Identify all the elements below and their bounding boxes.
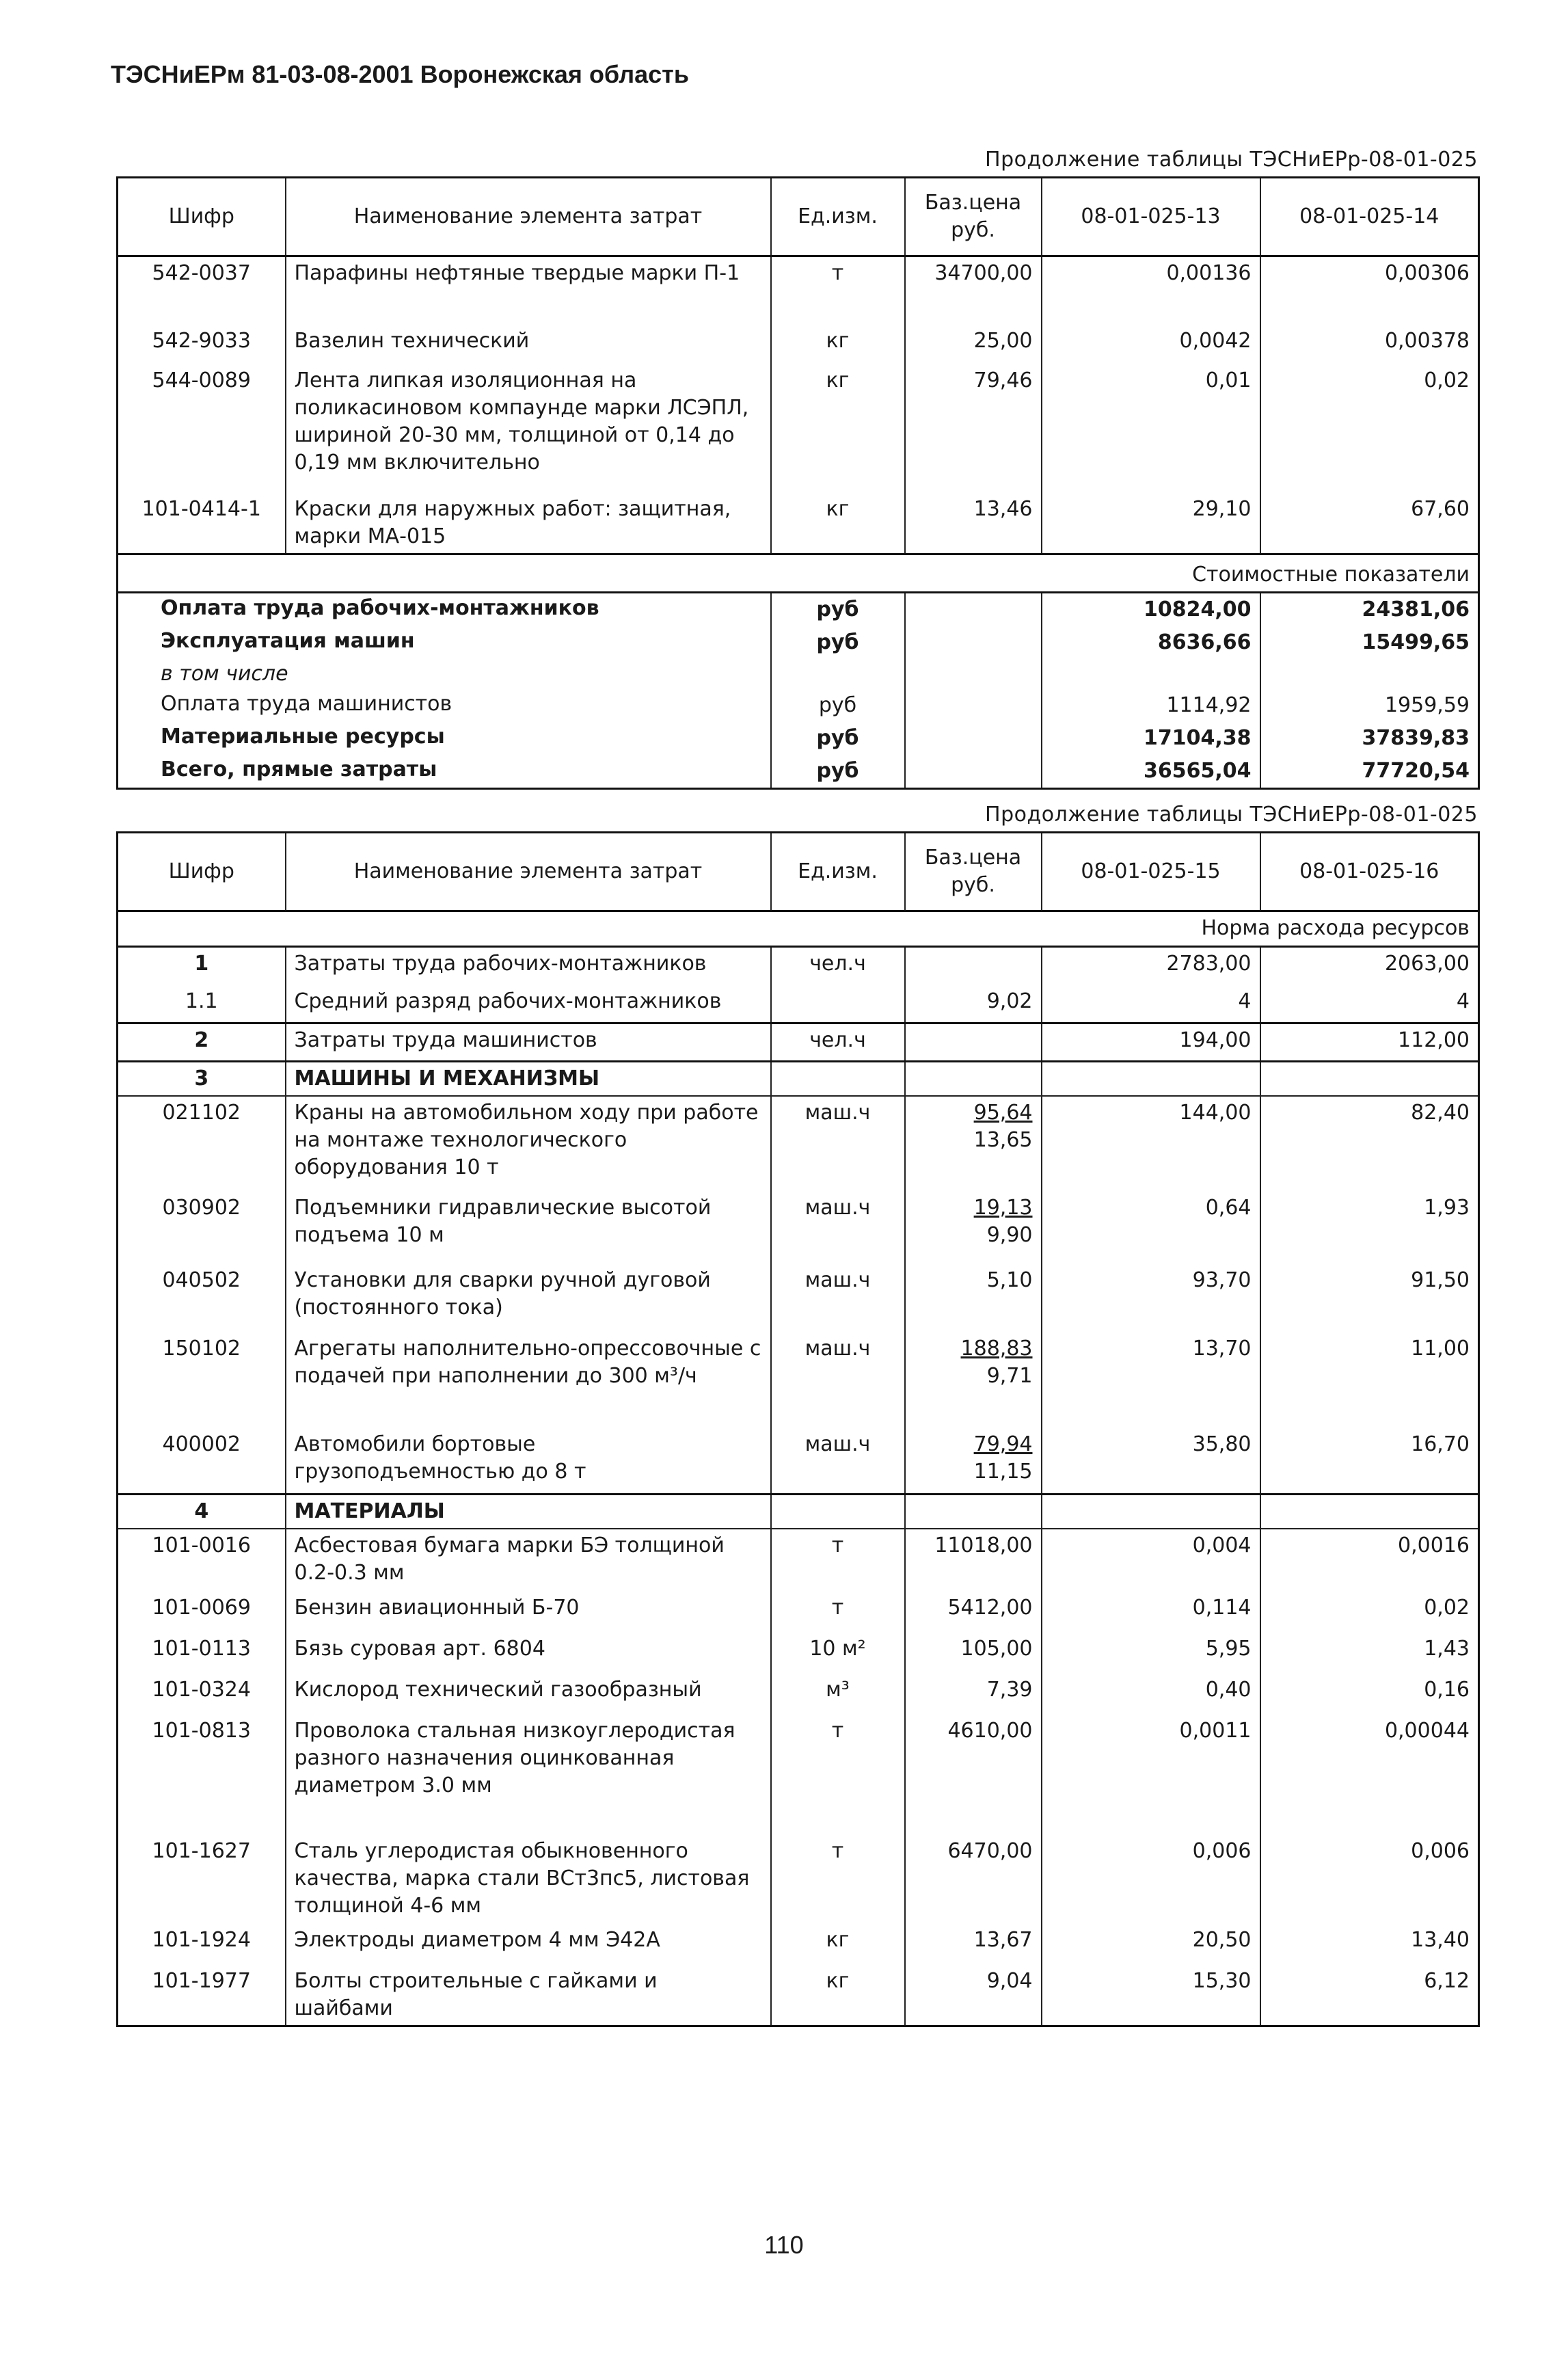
resource-table-1	[116, 176, 1480, 790]
machine-price	[905, 1428, 1042, 1494]
machine-row	[118, 1096, 1479, 1192]
table2-caption: Продолжение таблицы ТЭСНиЕРр-08-01-025	[985, 803, 1478, 827]
cost-indicators-label: Стоимостные показатели	[118, 554, 1479, 593]
labor-price	[905, 1023, 1042, 1062]
labor-value-16: 4	[1260, 985, 1479, 1023]
material-row	[118, 1529, 1479, 1592]
material-value-15: 0,006	[1042, 1835, 1260, 1924]
material-value-16: 0,02	[1260, 1592, 1479, 1633]
machine-price-total: 79,94	[973, 1432, 1033, 1456]
labor-unit: чел.ч	[771, 947, 905, 985]
cost-value-14: 37839,83	[1260, 722, 1479, 755]
cost-value-13: 36565,04	[1042, 755, 1260, 789]
material-value-15: 0,40	[1042, 1674, 1260, 1715]
cost-indicators-header	[118, 554, 1479, 593]
table2-header-row	[118, 833, 1479, 911]
row-unit: кг	[771, 493, 905, 554]
row-price: 25,00	[905, 325, 1042, 364]
material-price: 11018,00	[905, 1529, 1042, 1592]
material-unit: м³	[771, 1674, 905, 1715]
machine-unit: маш.ч	[771, 1192, 905, 1264]
labor-unit	[771, 985, 905, 1023]
cost-unit: руб	[771, 755, 905, 789]
machine-value-15: 144,00	[1042, 1096, 1260, 1192]
material-value-16: 1,43	[1260, 1633, 1479, 1674]
col-header-name: Наименование элемента затрат	[286, 178, 771, 256]
cost-row	[118, 755, 1479, 789]
material-row	[118, 1592, 1479, 1633]
machine-price	[905, 1192, 1042, 1264]
labor-name: Средний разряд рабочих-монтажников	[286, 985, 771, 1023]
machine-price-wage: 11,15	[973, 1460, 1033, 1484]
material-value-15: 0,114	[1042, 1592, 1260, 1633]
material-unit: т	[771, 1529, 905, 1592]
col-header-code: Шифр	[118, 178, 286, 256]
material-price: 7,39	[905, 1674, 1042, 1715]
cost-row	[118, 626, 1479, 659]
col-header-15: 08-01-025-15	[1042, 833, 1260, 911]
table-row	[118, 364, 1479, 493]
row-unit: кг	[771, 364, 905, 493]
row-value-13: 0,00136	[1042, 256, 1260, 325]
cost-value-14: 15499,65	[1260, 626, 1479, 659]
machine-name: Установки для сварки ручной дуговой (постоянного тока)	[286, 1264, 771, 1332]
cost-value-14: 1959,59	[1260, 689, 1479, 722]
machine-name: Краны на автомобильном ходу при работе на монтаже технологического оборудования 10 т	[286, 1096, 771, 1192]
labor-code: 2	[118, 1023, 286, 1062]
cost-value-14: 24381,06	[1260, 593, 1479, 627]
cost-value-14: 77720,54	[1260, 755, 1479, 789]
material-code: 101-1924	[152, 1927, 251, 1952]
material-code: 101-1977	[152, 1968, 251, 1993]
material-unit: 10 м²	[771, 1633, 905, 1674]
labor-value-16: 2063,00	[1260, 947, 1479, 985]
row-unit: кг	[771, 325, 905, 364]
machine-value-15: 93,70	[1042, 1264, 1260, 1332]
machine-price-wage: 9,90	[986, 1223, 1033, 1247]
labor-price: 9,02	[905, 985, 1042, 1023]
row-unit: т	[771, 256, 905, 325]
material-code: 101-0813	[152, 1718, 251, 1743]
cost-price-empty	[905, 659, 1042, 689]
material-value-16: 0,16	[1260, 1674, 1479, 1715]
col-header-name: Наименование элемента затрат	[286, 833, 771, 911]
material-name: Болты строительные с гайками и шайбами	[286, 1965, 771, 2026]
col-header-price: Баз.цена руб.	[905, 178, 1042, 256]
machine-price-wage: 13,65	[973, 1128, 1033, 1152]
machine-value-16: 11,00	[1260, 1332, 1479, 1428]
labor-code: 1.1	[185, 989, 218, 1013]
cost-row	[118, 659, 1479, 689]
material-unit: кг	[771, 1965, 905, 2026]
material-value-15: 15,30	[1042, 1965, 1260, 2026]
material-code: 101-0016	[152, 1533, 251, 1557]
resource-table-2	[116, 831, 1480, 2027]
table-row	[118, 325, 1479, 364]
cost-price-empty	[905, 755, 1042, 789]
material-value-16: 0,006	[1260, 1835, 1479, 1924]
document-title: ТЭСНиЕРм 81-03-08-2001 Воронежская область	[111, 60, 689, 88]
machine-row	[118, 1428, 1479, 1494]
col-header-13: 08-01-025-13	[1042, 178, 1260, 256]
material-name: Сталь углеродистая обыкновенного качества, марка стали ВСт3пс5, листовая толщиной 4-6 мм	[286, 1835, 771, 1924]
table-row	[118, 256, 1479, 325]
cost-name: в том числе	[161, 662, 288, 686]
machine-code: 030902	[162, 1196, 241, 1220]
labor-name: Затраты труда машинистов	[286, 1023, 771, 1062]
row-name: Краски для наружных работ: защитная, марки МА-015	[286, 493, 771, 554]
labor-row	[118, 1023, 1479, 1062]
table-row	[118, 493, 1479, 554]
norm-header-label: Норма расхода ресурсов	[118, 911, 1479, 947]
machine-name: Агрегаты наполнительно-опрессовочные с подачей при наполнении до 300 м³/ч	[286, 1332, 771, 1428]
machine-unit: маш.ч	[771, 1096, 905, 1192]
labor-value-15: 194,00	[1042, 1023, 1260, 1062]
machine-code: 021102	[162, 1101, 241, 1125]
row-price: 79,46	[905, 364, 1042, 493]
material-row	[118, 1633, 1479, 1674]
machine-unit: маш.ч	[771, 1428, 905, 1494]
material-value-16: 0,0016	[1260, 1529, 1479, 1592]
cost-name: Материальные ресурсы	[161, 725, 445, 749]
machine-price	[905, 1096, 1042, 1192]
row-code: 542-0037	[152, 261, 251, 285]
cost-row	[118, 689, 1479, 722]
labor-name: Затраты труда рабочих-монтажников	[286, 947, 771, 985]
cost-unit: руб	[771, 626, 905, 659]
material-code: 101-0069	[152, 1595, 251, 1620]
cost-row	[118, 722, 1479, 755]
material-price: 13,67	[905, 1924, 1042, 1965]
cost-value-13	[1042, 659, 1260, 689]
material-row	[118, 1924, 1479, 1965]
row-name: Парафины нефтяные твердые марки П-1	[286, 256, 771, 325]
material-price: 9,04	[905, 1965, 1042, 2026]
machine-code: 040502	[162, 1268, 241, 1292]
labor-row	[118, 985, 1479, 1023]
machine-code: 150102	[162, 1337, 241, 1361]
materials-section-title: МАТЕРИАЛЫ	[286, 1494, 771, 1529]
cost-value-13: 1114,92	[1042, 689, 1260, 722]
row-value-13: 0,01	[1042, 364, 1260, 493]
material-name: Бязь суровая арт. 6804	[286, 1633, 771, 1674]
labor-value-15: 2783,00	[1042, 947, 1260, 985]
material-code: 101-0324	[152, 1677, 251, 1702]
col-header-14: 08-01-025-14	[1260, 178, 1479, 256]
labor-row	[118, 947, 1479, 985]
cost-value-13: 17104,38	[1042, 722, 1260, 755]
materials-section-b-empty	[1260, 1494, 1479, 1529]
materials-section-unit-empty	[771, 1494, 905, 1529]
material-row	[118, 1965, 1479, 2026]
machine-price	[905, 1332, 1042, 1428]
machine-price-total: 19,13	[973, 1196, 1033, 1220]
machine-unit: маш.ч	[771, 1332, 905, 1428]
col-header-unit: Ед.изм.	[771, 833, 905, 911]
material-value-15: 20,50	[1042, 1924, 1260, 1965]
material-row	[118, 1674, 1479, 1715]
cost-unit	[771, 659, 905, 689]
material-name: Асбестовая бумага марки БЭ толщиной 0.2-0.3 мм	[286, 1529, 771, 1592]
cost-name: Оплата труда машинистов	[161, 692, 452, 716]
material-value-15: 5,95	[1042, 1633, 1260, 1674]
col-header-code: Шифр	[118, 833, 286, 911]
machine-value-16: 16,70	[1260, 1428, 1479, 1494]
material-name: Проволока стальная низкоуглеродистая разного назначения оцинкованная диаметром 3.0 мм	[286, 1715, 771, 1835]
labor-value-16: 112,00	[1260, 1023, 1479, 1062]
cost-price-empty	[905, 626, 1042, 659]
material-code: 101-0113	[152, 1636, 251, 1661]
cost-name: Всего, прямые затраты	[161, 758, 437, 781]
material-value-16: 0,00044	[1260, 1715, 1479, 1835]
materials-section-code: 4	[118, 1494, 286, 1529]
machine-row	[118, 1192, 1479, 1264]
machines-section-b-empty	[1260, 1062, 1479, 1097]
material-unit: т	[771, 1715, 905, 1835]
material-row	[118, 1715, 1479, 1835]
materials-section	[118, 1494, 1479, 1529]
machines-section-price-empty	[905, 1062, 1042, 1097]
machines-section-unit-empty	[771, 1062, 905, 1097]
material-row	[118, 1835, 1479, 1924]
cost-value-13: 10824,00	[1042, 593, 1260, 627]
cost-price-empty	[905, 689, 1042, 722]
material-unit: т	[771, 1835, 905, 1924]
material-name: Бензин авиационный Б-70	[286, 1592, 771, 1633]
row-price: 13,46	[905, 493, 1042, 554]
cost-value-13: 8636,66	[1042, 626, 1260, 659]
machine-price	[905, 1264, 1042, 1332]
row-name: Лента липкая изоляционная на поликасиновом компаунде марки ЛСЭПЛ, шириной 20-30 мм, толщиной от 0,14 до 0,19 мм включительно	[286, 364, 771, 493]
machine-price-total: 5,10	[986, 1268, 1033, 1292]
material-price: 4610,00	[905, 1715, 1042, 1835]
material-value-15: 0,0011	[1042, 1715, 1260, 1835]
col-header-price: Баз.цена руб.	[905, 833, 1042, 911]
labor-unit: чел.ч	[771, 1023, 905, 1062]
machines-section	[118, 1062, 1479, 1097]
materials-section-a-empty	[1042, 1494, 1260, 1529]
machine-name: Подъемники гидравлические высотой подъема 10 м	[286, 1192, 771, 1264]
material-name: Кислород технический газообразный	[286, 1674, 771, 1715]
machine-price-total: 188,83	[960, 1337, 1033, 1361]
machine-price-wage: 9,71	[986, 1364, 1033, 1388]
machines-section-a-empty	[1042, 1062, 1260, 1097]
page-number: 110	[764, 2231, 804, 2259]
machine-value-16: 82,40	[1260, 1096, 1479, 1192]
cost-name: Оплата труда рабочих-монтажников	[161, 596, 599, 620]
material-name: Электроды диаметром 4 мм Э42А	[286, 1924, 771, 1965]
cost-unit: руб	[771, 689, 905, 722]
machine-row	[118, 1264, 1479, 1332]
material-price: 6470,00	[905, 1835, 1042, 1924]
material-value-16: 6,12	[1260, 1965, 1479, 2026]
row-name: Вазелин технический	[286, 325, 771, 364]
row-value-14: 0,00378	[1260, 325, 1479, 364]
materials-section-price-empty	[905, 1494, 1042, 1529]
machine-value-15: 13,70	[1042, 1332, 1260, 1428]
row-value-14: 67,60	[1260, 493, 1479, 554]
cost-row	[118, 593, 1479, 627]
labor-code: 1	[194, 952, 209, 976]
machines-section-code: 3	[118, 1062, 286, 1097]
row-code: 101-0414-1	[141, 496, 261, 521]
material-value-15: 0,004	[1042, 1529, 1260, 1592]
cost-unit: руб	[771, 593, 905, 627]
material-code: 101-1627	[152, 1838, 251, 1863]
col-header-16: 08-01-025-16	[1260, 833, 1479, 911]
machine-name: Автомобили бортовые грузоподъемностью до 8 т	[286, 1428, 771, 1494]
row-value-13: 0,0042	[1042, 325, 1260, 364]
material-unit: т	[771, 1592, 905, 1633]
machine-unit: маш.ч	[771, 1264, 905, 1332]
machine-value-16: 91,50	[1260, 1264, 1479, 1332]
labor-price	[905, 947, 1042, 985]
norm-header	[118, 911, 1479, 947]
row-code: 544-0089	[152, 368, 251, 392]
cost-unit: руб	[771, 722, 905, 755]
row-code: 542-9033	[152, 328, 251, 353]
table1-header-row	[118, 178, 1479, 256]
material-price: 5412,00	[905, 1592, 1042, 1633]
row-value-14: 0,02	[1260, 364, 1479, 493]
col-header-unit: Ед.изм.	[771, 178, 905, 256]
row-price: 34700,00	[905, 256, 1042, 325]
machine-price-total: 95,64	[973, 1101, 1033, 1125]
machine-value-16: 1,93	[1260, 1192, 1479, 1264]
machine-code: 400002	[162, 1432, 241, 1456]
labor-value-15: 4	[1042, 985, 1260, 1023]
material-unit: кг	[771, 1924, 905, 1965]
row-value-13: 29,10	[1042, 493, 1260, 554]
material-value-16: 13,40	[1260, 1924, 1479, 1965]
row-value-14: 0,00306	[1260, 256, 1479, 325]
material-price: 105,00	[905, 1633, 1042, 1674]
cost-name: Эксплуатация машин	[161, 629, 415, 653]
machine-value-15: 35,80	[1042, 1428, 1260, 1494]
machines-section-title: МАШИНЫ И МЕХАНИЗМЫ	[286, 1062, 771, 1097]
machine-value-15: 0,64	[1042, 1192, 1260, 1264]
table1-caption: Продолжение таблицы ТЭСНиЕРр-08-01-025	[985, 148, 1478, 172]
cost-price-empty	[905, 593, 1042, 627]
cost-value-14	[1260, 659, 1479, 689]
machine-row	[118, 1332, 1479, 1428]
cost-price-empty	[905, 722, 1042, 755]
